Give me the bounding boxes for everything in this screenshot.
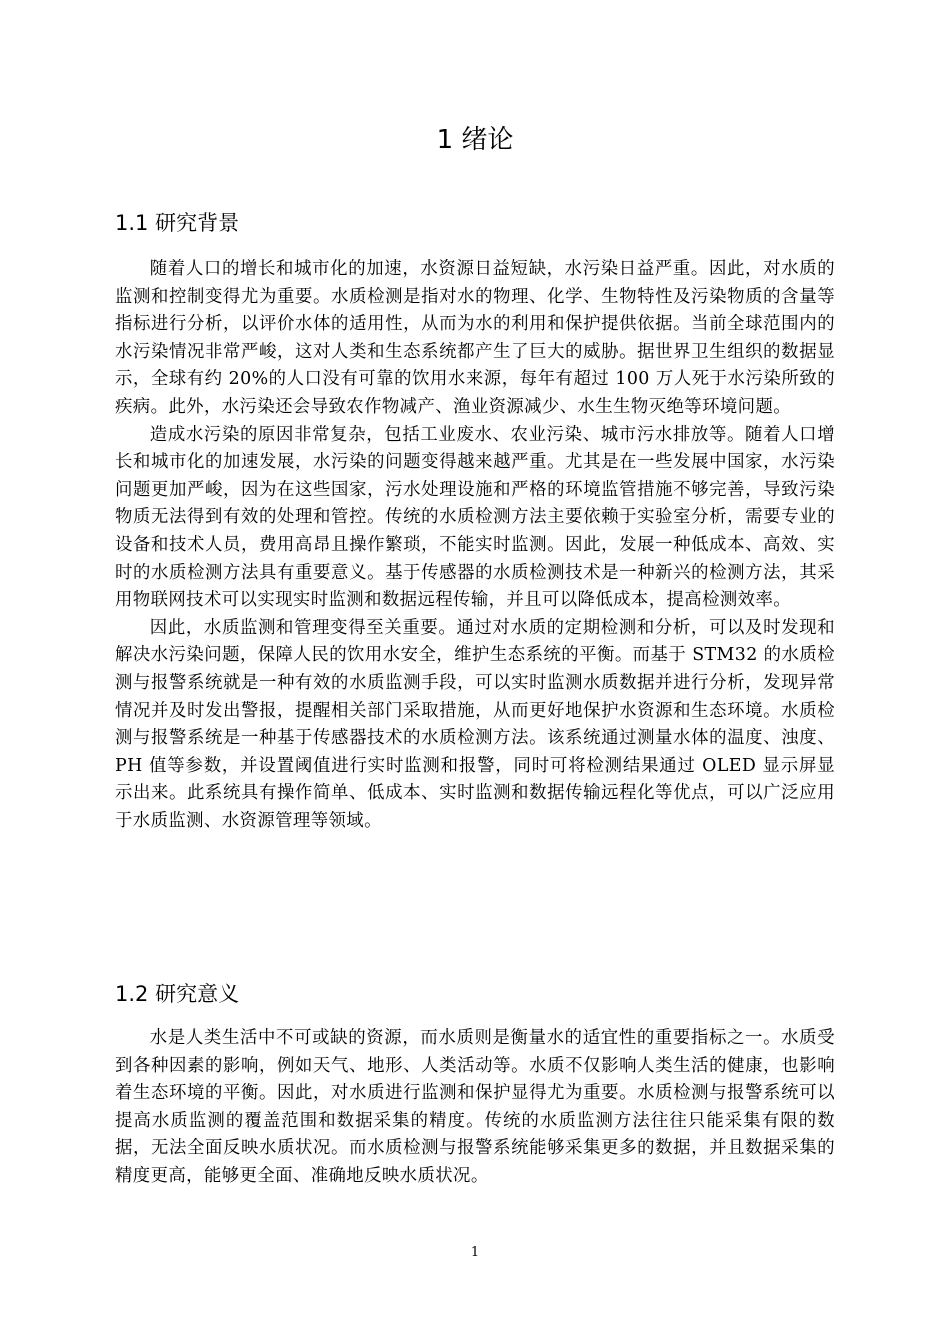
page-number: 1: [470, 1245, 480, 1260]
chapter-title: 1 绪论: [436, 125, 514, 155]
paragraph: 因此，水质监测和管理变得至关重要。通过对水质的定期检测和分析，可以及时发现和解决水污染问题，保障人民的饮用水安全，维护生态系统的平衡。而基于 STM32 的水质检测与报警系统就是一种有效的水质监测手段，可以实时监测水质数据并进行分析，发现异常情况并及时发出警报，提醒相关部门采取措施，从而更好地保护水资源和生态环境。水质检测与报警系统是一种基于传感器技术的水质检测方法。该系统通过测量水体的温度、浊度、PH 值等参数，并设置阈值进行实时监测和报警，同时可将检测结果通过 OLED 显示屏显示出来。此系统具有操作简单、低成本、实时监测和数据传输远程化等优点，可以广泛应用于水质监测、水资源管理等领域。: [115, 617, 835, 831]
section-heading-research-background: 1.1 研究背景: [115, 211, 240, 235]
paragraph: 随着人口的增长和城市化的加速，水资源日益短缺，水污染日益严重。因此，对水质的监测和控制变得尤为重要。水质检测是指对水的物理、化学、生物特性及污染物质的含量等指标进行分析，以评价水体的适用性，从而为水的利用和保护提供依据。当前全球范围内的水污染情况非常严峻，这对人类和生态系统都产生了巨大的威胁。据世界卫生组织的数据显示，全球有约 20%的人口没有可靠的饮用水来源，每年有超过 100 万人死于水污染所致的疾病。此外，水污染还会导致农作物减产、渔业资源减少、水生生物灭绝等环境问题。: [115, 259, 835, 417]
section-body-research-background: [115, 256, 835, 835]
section-heading-research-significance: 1.2 研究意义: [115, 982, 240, 1006]
paragraph: 水是人类生活中不可或缺的资源，而水质则是衡量水的适宜性的重要指标之一。水质受到各种因素的影响，例如天气、地形、人类活动等。水质不仅影响人类生活的健康，也影响着生态环境的平衡。因此，对水质进行监测和保护显得尤为重要。水质检测与报警系统可以提高水质监测的覆盖范围和数据采集的精度。传统的水质监测方法往往只能采集有限的数据，无法全面反映水质状况。而水质检测与报警系统能够采集更多的数据，并且数据采集的精度更高，能够更全面、准确地反映水质状况。: [115, 1028, 835, 1186]
section-body-research-significance: [115, 1025, 835, 1191]
paragraph: 造成水污染的原因非常复杂，包括工业废水、农业污染、城市污水排放等。随着人口增长和城市化的加速发展，水污染的问题变得越来越严重。尤其是在一些发展中国家，水污染问题更加严峻，因为在这些国家，污水处理设施和严格的环境监管措施不够完善，导致污染物质无法得到有效的处理和管控。传统的水质检测方法主要依赖于实验室分析，需要专业的设备和技术人员，费用高昂且操作繁琐，不能实时监测。因此，发展一种低成本、高效、实时的水质检测方法具有重要意义。基于传感器的水质检测技术是一种新兴的检测方法，其采用物联网技术可以实现实时监测和数据远程传输，并且可以降低成本，提高检测效率。: [115, 424, 835, 611]
